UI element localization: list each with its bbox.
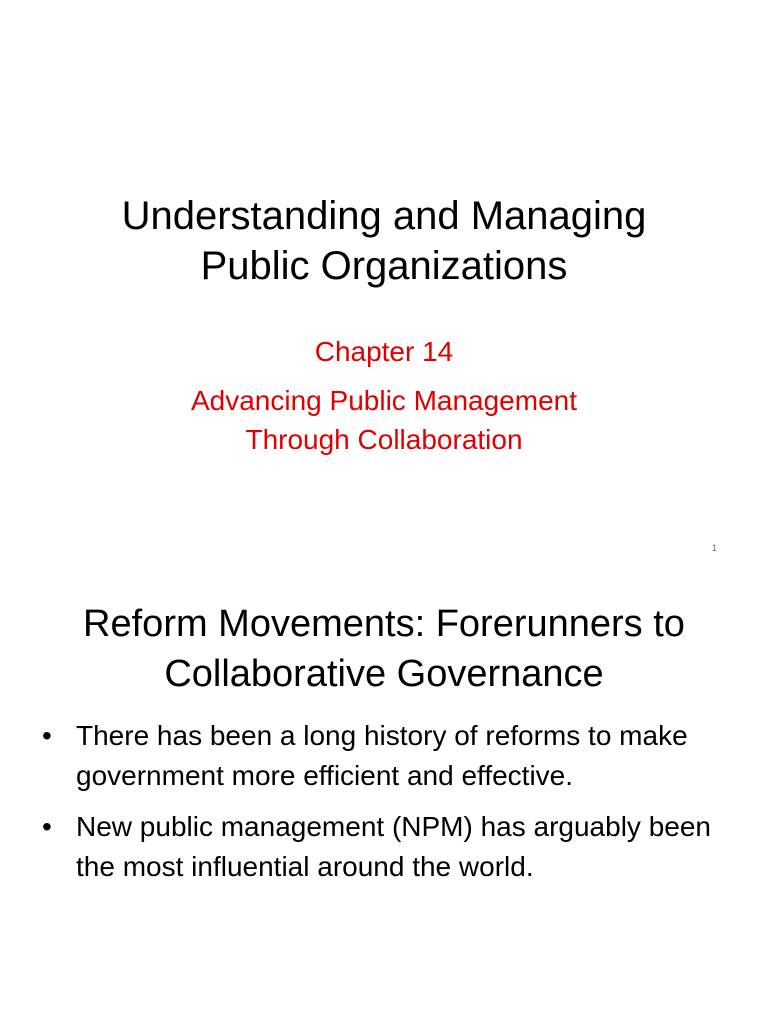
bullet-text: New public management (NPM) has arguably been the most influential around the world. <box>76 811 711 882</box>
bullet-item <box>42 807 732 887</box>
slide-1-title-line-1: Understanding and Managing <box>121 194 647 238</box>
bullet-text: There has been a long history of reforms to make government more efficient and effective. <box>76 720 688 791</box>
slide-1-title-line-2: Public Organizations <box>200 244 568 288</box>
page-number: 1 <box>712 543 718 553</box>
slide-2 <box>0 576 768 1024</box>
slide-2-title <box>0 599 768 699</box>
bullet-item <box>42 716 732 796</box>
bullet-point-icon: • <box>42 720 52 751</box>
chapter-subtitle <box>0 381 768 459</box>
slide-1-title <box>0 191 768 291</box>
chapter-subtitle-line-1: Advancing Public Management <box>190 385 577 416</box>
bullet-list <box>42 716 732 898</box>
bullet-point-icon: • <box>42 811 52 842</box>
slide-2-title-line-1: Reform Movements: Forerunners to <box>83 603 685 645</box>
slide-2-title-line-2: Collaborative Governance <box>164 653 604 695</box>
chapter-subtitle-line-2: Through Collaboration <box>245 424 523 455</box>
chapter-label: Chapter 14 <box>314 336 454 367</box>
